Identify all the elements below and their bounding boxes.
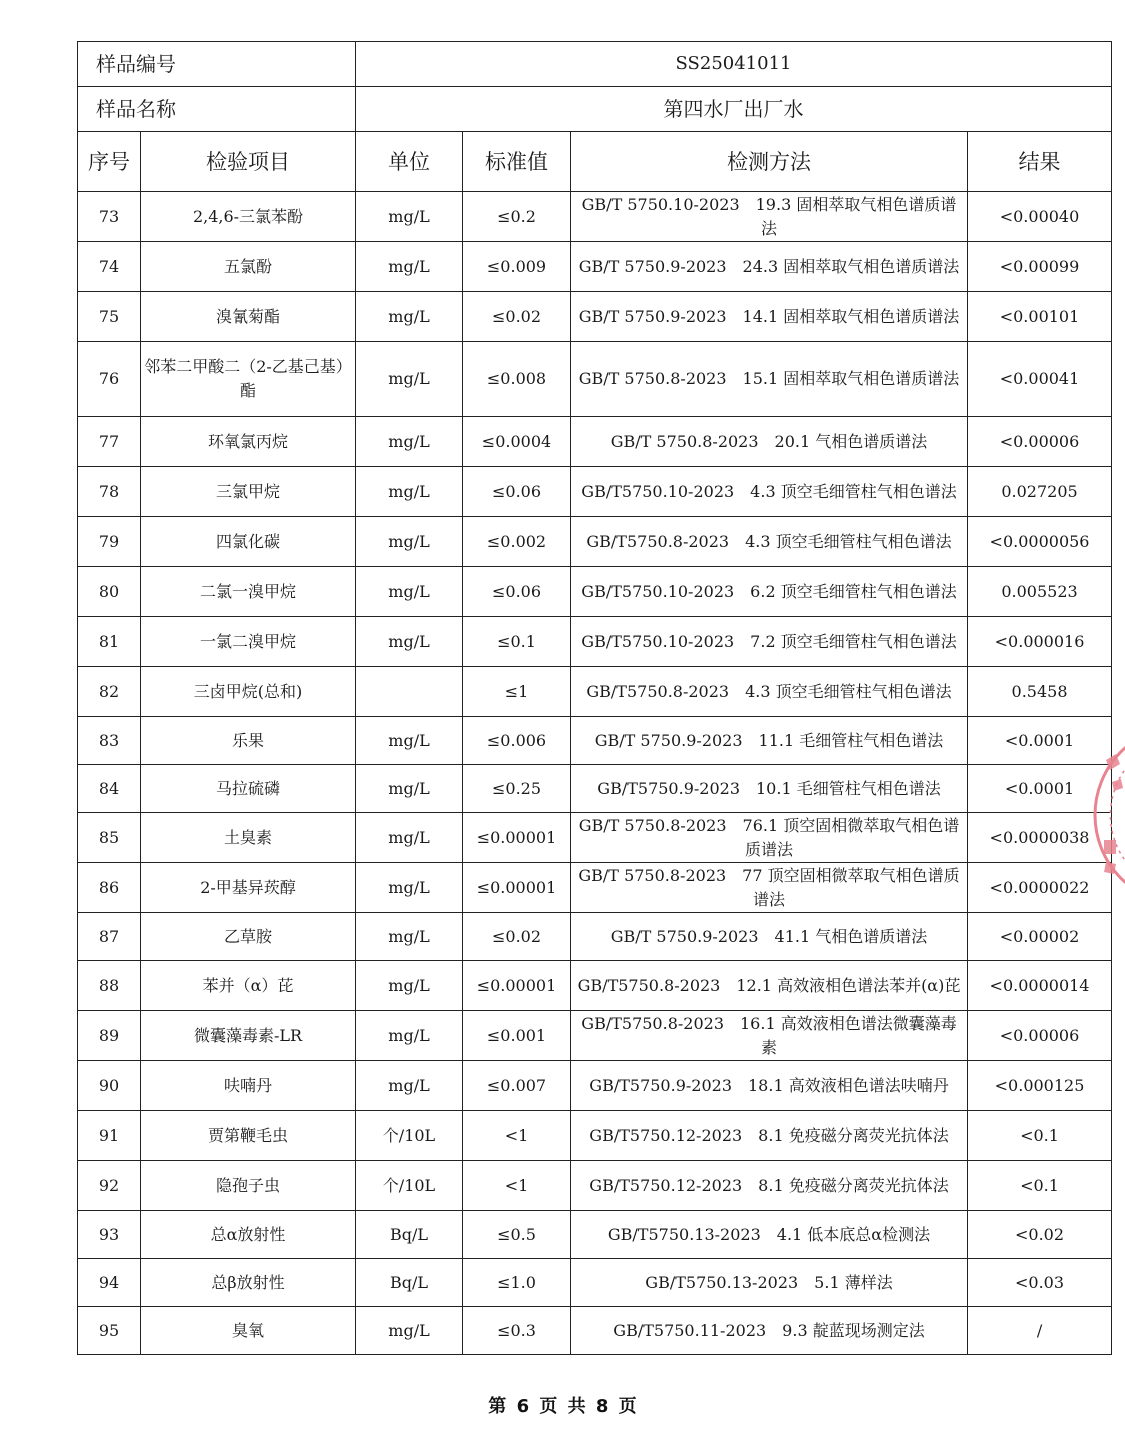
row-standard: <1 — [463, 1161, 571, 1211]
row-item: 三氯甲烷 — [141, 467, 356, 517]
row-item: 一氯二溴甲烷 — [141, 617, 356, 667]
row-no: 81 — [78, 617, 141, 667]
row-no: 73 — [78, 192, 141, 242]
row-unit: mg/L — [356, 192, 463, 242]
row-result: <0.1 — [968, 1161, 1112, 1211]
row-no: 87 — [78, 913, 141, 961]
row-no: 84 — [78, 765, 141, 813]
row-standard: ≤0.001 — [463, 1011, 571, 1061]
row-unit: mg/L — [356, 765, 463, 813]
row-result: <0.0000056 — [968, 517, 1112, 567]
row-result: <0.00006 — [968, 417, 1112, 467]
row-unit: mg/L — [356, 617, 463, 667]
row-item: 五氯酚 — [141, 242, 356, 292]
row-standard: ≤1 — [463, 667, 571, 717]
row-result: / — [968, 1307, 1112, 1355]
row-result: <0.0000014 — [968, 961, 1112, 1011]
sample-name-value: 第四水厂出厂水 — [356, 87, 1112, 132]
row-item: 马拉硫磷 — [141, 765, 356, 813]
row-no: 80 — [78, 567, 141, 617]
row-item: 乙草胺 — [141, 913, 356, 961]
row-unit: mg/L — [356, 717, 463, 765]
row-result: <0.0001 — [968, 717, 1112, 765]
row-result: <0.00099 — [968, 242, 1112, 292]
row-method: GB/T 5750.8-2023 76.1 顶空固相微萃取气相色谱质谱法 — [571, 813, 968, 863]
row-unit: Bq/L — [356, 1259, 463, 1307]
table-row — [78, 913, 1112, 961]
table-row — [78, 1211, 1112, 1259]
row-method: GB/T5750.8-2023 12.1 高效液相色谱法苯并(α)芘 — [571, 961, 968, 1011]
table-row — [78, 813, 1112, 863]
row-standard: ≤0.00001 — [463, 863, 571, 913]
row-no: 91 — [78, 1111, 141, 1161]
row-unit: mg/L — [356, 417, 463, 467]
row-method: GB/T5750.13-2023 5.1 薄样法 — [571, 1259, 968, 1307]
table-row — [78, 667, 1112, 717]
table-row — [78, 617, 1112, 667]
row-unit: mg/L — [356, 863, 463, 913]
row-method: GB/T 5750.8-2023 77 顶空固相微萃取气相色谱质谱法 — [571, 863, 968, 913]
row-method: GB/T5750.9-2023 18.1 高效液相色谱法呋喃丹 — [571, 1061, 968, 1111]
row-result: <0.00101 — [968, 292, 1112, 342]
row-unit: mg/L — [356, 567, 463, 617]
row-item: 土臭素 — [141, 813, 356, 863]
row-standard: ≤0.0004 — [463, 417, 571, 467]
row-result: <0.000125 — [968, 1061, 1112, 1111]
row-item: 呋喃丹 — [141, 1061, 356, 1111]
row-standard: ≤0.008 — [463, 342, 571, 417]
col-header-item: 检验项目 — [141, 132, 356, 192]
row-no: 76 — [78, 342, 141, 417]
row-unit: Bq/L — [356, 1211, 463, 1259]
seal-stamp — [1090, 720, 1125, 910]
row-method: GB/T5750.12-2023 8.1 免疫磁分离荧光抗体法 — [571, 1111, 968, 1161]
row-result: <0.0000022 — [968, 863, 1112, 913]
row-standard: ≤0.06 — [463, 467, 571, 517]
row-standard: ≤0.007 — [463, 1061, 571, 1111]
row-no: 89 — [78, 1011, 141, 1061]
row-result: 0.005523 — [968, 567, 1112, 617]
row-method: GB/T5750.11-2023 9.3 靛蓝现场测定法 — [571, 1307, 968, 1355]
table-row — [78, 567, 1112, 617]
row-no: 75 — [78, 292, 141, 342]
row-no: 83 — [78, 717, 141, 765]
row-standard: ≤0.006 — [463, 717, 571, 765]
row-item: 贾第鞭毛虫 — [141, 1111, 356, 1161]
row-no: 93 — [78, 1211, 141, 1259]
table-row — [78, 1011, 1112, 1061]
row-method: GB/T5750.8-2023 16.1 高效液相色谱法微囊藻毒素 — [571, 1011, 968, 1061]
row-item: 邻苯二甲酸二（2-乙基己基）酯 — [141, 342, 356, 417]
row-no: 74 — [78, 242, 141, 292]
row-result: <0.00002 — [968, 913, 1112, 961]
table-row — [78, 292, 1112, 342]
table-row — [78, 863, 1112, 913]
row-result: <0.00040 — [968, 192, 1112, 242]
row-no: 77 — [78, 417, 141, 467]
row-item: 四氯化碳 — [141, 517, 356, 567]
row-result: <0.0000038 — [968, 813, 1112, 863]
row-no: 88 — [78, 961, 141, 1011]
table-row — [78, 342, 1112, 417]
row-unit: mg/L — [356, 1061, 463, 1111]
table-row — [78, 961, 1112, 1011]
row-no: 92 — [78, 1161, 141, 1211]
row-method: GB/T 5750.10-2023 19.3 固相萃取气相色谱质谱法 — [571, 192, 968, 242]
row-item: 臭氧 — [141, 1307, 356, 1355]
row-method: GB/T5750.8-2023 4.3 顶空毛细管柱气相色谱法 — [571, 517, 968, 567]
row-method: GB/T5750.9-2023 10.1 毛细管柱气相色谱法 — [571, 765, 968, 813]
row-unit: mg/L — [356, 467, 463, 517]
row-unit: mg/L — [356, 342, 463, 417]
row-standard: <1 — [463, 1111, 571, 1161]
row-standard: ≤0.02 — [463, 913, 571, 961]
row-result: <0.00006 — [968, 1011, 1112, 1061]
row-method: GB/T 5750.9-2023 11.1 毛细管柱气相色谱法 — [571, 717, 968, 765]
row-standard: ≤0.02 — [463, 292, 571, 342]
table-row — [78, 1111, 1112, 1161]
row-standard: ≤0.002 — [463, 517, 571, 567]
row-item: 环氧氯丙烷 — [141, 417, 356, 467]
row-method: GB/T5750.12-2023 8.1 免疫磁分离荧光抗体法 — [571, 1161, 968, 1211]
row-standard: ≤0.009 — [463, 242, 571, 292]
table-row — [78, 192, 1112, 242]
sample-id-value: SS25041011 — [356, 42, 1112, 87]
row-unit: mg/L — [356, 517, 463, 567]
table-row — [78, 1307, 1112, 1355]
row-item: 总α放射性 — [141, 1211, 356, 1259]
row-unit: mg/L — [356, 961, 463, 1011]
row-method: GB/T 5750.9-2023 14.1 固相萃取气相色谱质谱法 — [571, 292, 968, 342]
row-no: 82 — [78, 667, 141, 717]
row-result: 0.027205 — [968, 467, 1112, 517]
row-unit: mg/L — [356, 242, 463, 292]
row-item: 二氯一溴甲烷 — [141, 567, 356, 617]
table-row — [78, 717, 1112, 765]
row-no: 86 — [78, 863, 141, 913]
row-result: <0.02 — [968, 1211, 1112, 1259]
row-result: <0.00041 — [968, 342, 1112, 417]
row-result: 0.5458 — [968, 667, 1112, 717]
row-item: 溴氰菊酯 — [141, 292, 356, 342]
page-footer: 第 6 页 共 8 页 — [488, 1396, 637, 1417]
row-method: GB/T5750.8-2023 4.3 顶空毛细管柱气相色谱法 — [571, 667, 968, 717]
column-header-row — [78, 132, 1112, 192]
row-result: <0.1 — [968, 1111, 1112, 1161]
sample-id-row — [78, 42, 1112, 87]
row-item: 2-甲基异莰醇 — [141, 863, 356, 913]
row-method: GB/T 5750.8-2023 20.1 气相色谱质谱法 — [571, 417, 968, 467]
row-method: GB/T 5750.8-2023 15.1 固相萃取气相色谱质谱法 — [571, 342, 968, 417]
row-standard: ≤0.5 — [463, 1211, 571, 1259]
table-row — [78, 1259, 1112, 1307]
row-standard: ≤0.2 — [463, 192, 571, 242]
col-header-no: 序号 — [78, 132, 141, 192]
row-item: 2,4,6-三氯苯酚 — [141, 192, 356, 242]
row-unit: mg/L — [356, 913, 463, 961]
row-no: 95 — [78, 1307, 141, 1355]
row-standard: ≤0.00001 — [463, 961, 571, 1011]
sample-name-row — [78, 87, 1112, 132]
row-result: <0.03 — [968, 1259, 1112, 1307]
row-no: 79 — [78, 517, 141, 567]
row-standard: ≤0.06 — [463, 567, 571, 617]
col-header-method: 检测方法 — [571, 132, 968, 192]
row-standard: ≤0.25 — [463, 765, 571, 813]
row-result: <0.0001 — [968, 765, 1112, 813]
row-standard: ≤0.00001 — [463, 813, 571, 863]
row-item: 微囊藻毒素-LR — [141, 1011, 356, 1061]
row-item: 苯并（α）芘 — [141, 961, 356, 1011]
row-unit: mg/L — [356, 1011, 463, 1061]
col-header-standard: 标准值 — [463, 132, 571, 192]
row-no: 90 — [78, 1061, 141, 1111]
row-method: GB/T5750.10-2023 7.2 顶空毛细管柱气相色谱法 — [571, 617, 968, 667]
row-unit: 个/10L — [356, 1161, 463, 1211]
table-row — [78, 417, 1112, 467]
test-report-table — [77, 41, 1112, 1355]
table-row — [78, 517, 1112, 567]
row-unit: mg/L — [356, 1307, 463, 1355]
row-unit — [356, 667, 463, 717]
row-no: 94 — [78, 1259, 141, 1307]
table-row — [78, 1161, 1112, 1211]
row-standard: ≤1.0 — [463, 1259, 571, 1307]
table-row — [78, 467, 1112, 517]
sample-name-label: 样品名称 — [96, 97, 176, 121]
row-item: 总β放射性 — [141, 1259, 356, 1307]
row-item: 隐孢子虫 — [141, 1161, 356, 1211]
row-unit: mg/L — [356, 292, 463, 342]
row-standard: ≤0.3 — [463, 1307, 571, 1355]
row-unit: 个/10L — [356, 1111, 463, 1161]
row-method: GB/T 5750.9-2023 41.1 气相色谱质谱法 — [571, 913, 968, 961]
row-standard: ≤0.1 — [463, 617, 571, 667]
row-unit: mg/L — [356, 813, 463, 863]
row-method: GB/T 5750.9-2023 24.3 固相萃取气相色谱质谱法 — [571, 242, 968, 292]
col-header-result: 结果 — [968, 132, 1112, 192]
row-no: 85 — [78, 813, 141, 863]
row-method: GB/T5750.10-2023 4.3 顶空毛细管柱气相色谱法 — [571, 467, 968, 517]
row-no: 78 — [78, 467, 141, 517]
row-method: GB/T5750.13-2023 4.1 低本底总α检测法 — [571, 1211, 968, 1259]
row-result: <0.000016 — [968, 617, 1112, 667]
sample-id-label: 样品编号 — [96, 52, 176, 76]
col-header-unit: 单位 — [356, 132, 463, 192]
row-method: GB/T5750.10-2023 6.2 顶空毛细管柱气相色谱法 — [571, 567, 968, 617]
table-row — [78, 1061, 1112, 1111]
table-row — [78, 242, 1112, 292]
row-item: 三卤甲烷(总和) — [141, 667, 356, 717]
row-item: 乐果 — [141, 717, 356, 765]
table-row — [78, 765, 1112, 813]
